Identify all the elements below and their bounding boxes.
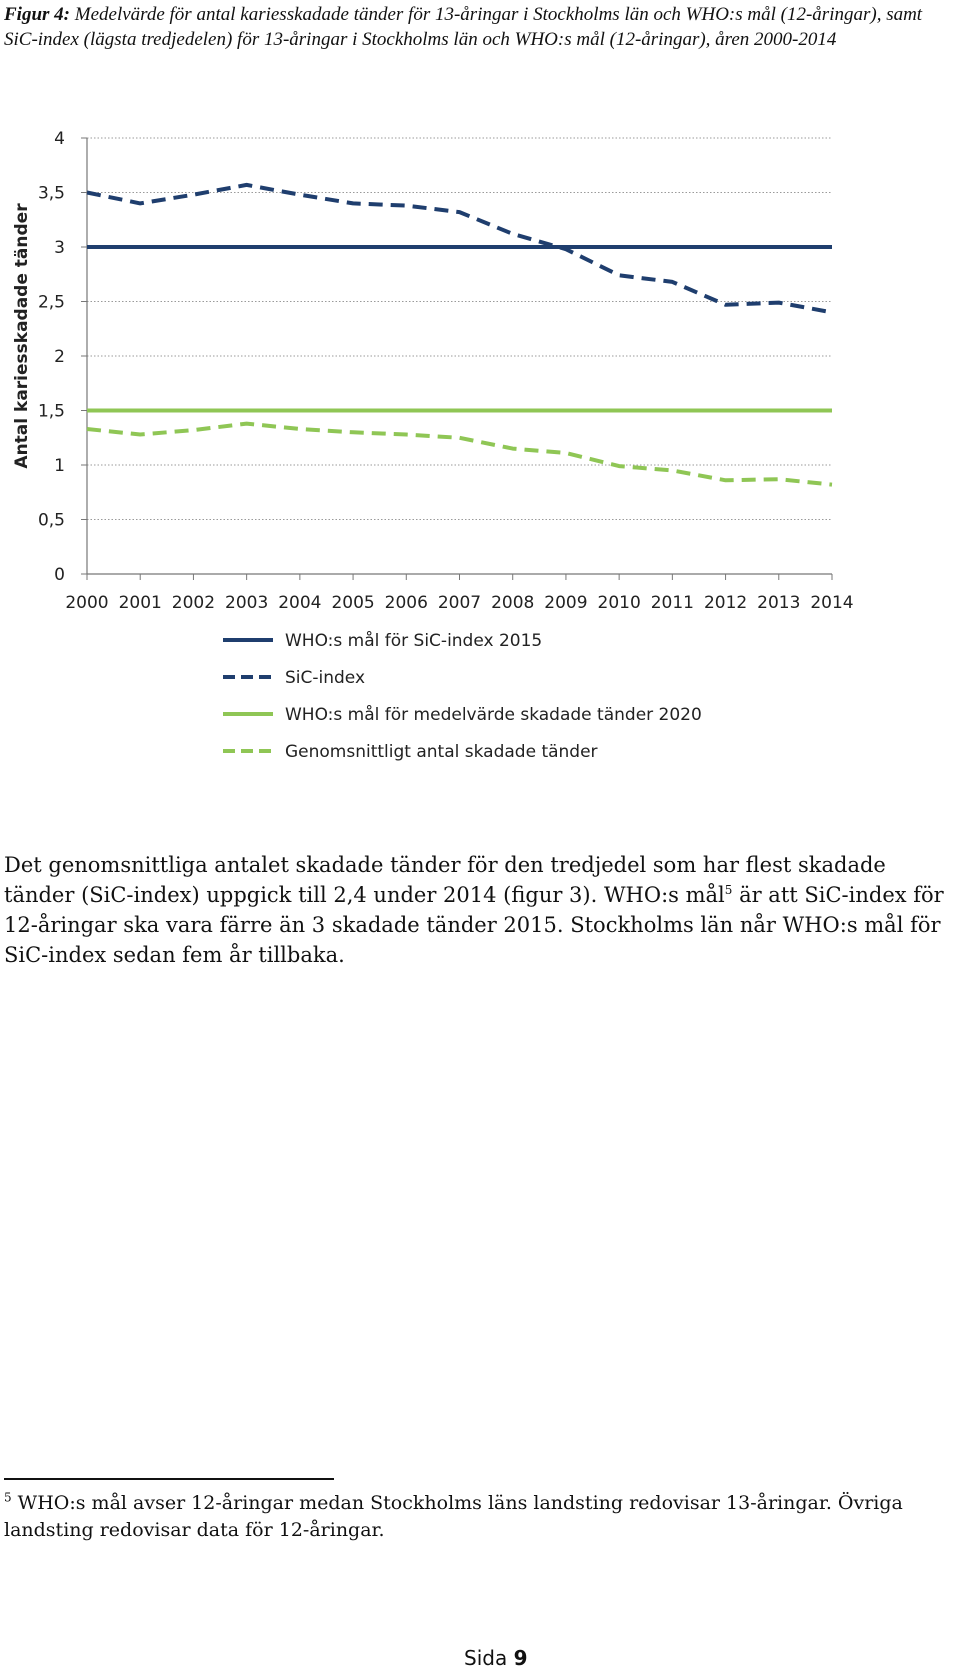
- x-tick-label: 2000: [65, 593, 109, 613]
- x-tick-label: 2002: [171, 593, 216, 613]
- page-number-value: 9: [513, 1646, 528, 1670]
- legend-label: WHO:s mål för medelvärde skadade tänder 2020: [285, 705, 702, 725]
- y-tick-label: 4: [54, 129, 65, 149]
- y-tick-label: 1,5: [37, 401, 65, 422]
- x-tick-label: 2013: [757, 593, 801, 613]
- y-axis-label: Antal kariesskadade tänder: [12, 203, 32, 469]
- y-tick-label: 1: [54, 456, 65, 476]
- x-tick-label: 2005: [331, 593, 375, 613]
- legend-label: WHO:s mål för SiC-index 2015: [285, 631, 543, 651]
- figure-caption-text: Medelvärde för antal kariesskadade tänder för 13-åringar i Stockholms län och WHO:s mål (12-åringar), samt SiC-index (lägsta tredjedelen) för 13-åringar i Stockholms län och WHO:s mål (12-åringar), åren 2000-2014: [4, 4, 923, 50]
- body-text-part-2: är att SiC-index för 12-åringar ska vara färre än 3 skadade tänder 2015. Stockholms län når WHO:s mål för SiC-index sedan fem år tillbaka.: [4, 883, 944, 967]
- x-tick-label: 2001: [118, 593, 162, 613]
- footnote-divider: [4, 1478, 334, 1480]
- y-tick-label: 3,5: [37, 183, 65, 204]
- line-chart: [0, 110, 960, 820]
- chart-axes: [81, 138, 832, 580]
- x-tick-label: 2007: [437, 593, 482, 613]
- x-tick-label: 2011: [650, 593, 694, 613]
- x-tick-label: 2009: [544, 593, 588, 613]
- footnote-number: 5: [4, 1490, 12, 1505]
- footnote-reference[interactable]: 5: [724, 883, 733, 897]
- y-tick-label: 2: [54, 347, 65, 367]
- x-tick-label: 2008: [491, 593, 535, 613]
- x-tick-label: 2010: [597, 593, 641, 613]
- y-tick-label: 0,5: [37, 510, 65, 531]
- y-tick-label: 2,5: [37, 292, 65, 313]
- x-tick-label: 2012: [703, 593, 748, 613]
- y-tick-label: 3: [54, 238, 65, 258]
- chart-series: [87, 184, 833, 485]
- body-paragraph: [4, 850, 954, 970]
- legend-label: Genomsnittligt antal skadade tänder: [285, 742, 598, 762]
- figure-caption: [4, 2, 944, 52]
- page-number: [464, 1646, 527, 1670]
- x-tick-label: 2014: [810, 593, 854, 613]
- legend-label: SiC-index: [285, 668, 366, 688]
- series-line: [87, 424, 832, 485]
- body-text-part-1: Det genomsnittliga antalet skadade tänder för den tredjedel som har flest skadade tänder (SiC-index) uppgick till 2,4 under 2014 (figur 3). WHO:s mål: [4, 853, 886, 907]
- page-label: Sida: [464, 1646, 514, 1670]
- y-tick-label: 0: [54, 565, 65, 585]
- footnote: [4, 1490, 954, 1544]
- x-tick-label: 2003: [225, 593, 269, 613]
- footnote-text: WHO:s mål avser 12-åringar medan Stockholms läns landsting redovisar 13-åringar. Övriga landsting redovisar data för 12-åringar.: [4, 1492, 903, 1541]
- figure-label: Figur 4:: [4, 4, 70, 25]
- x-tick-label: 2004: [278, 593, 322, 613]
- x-tick-label: 2006: [384, 593, 428, 613]
- chart-legend: [223, 630, 702, 762]
